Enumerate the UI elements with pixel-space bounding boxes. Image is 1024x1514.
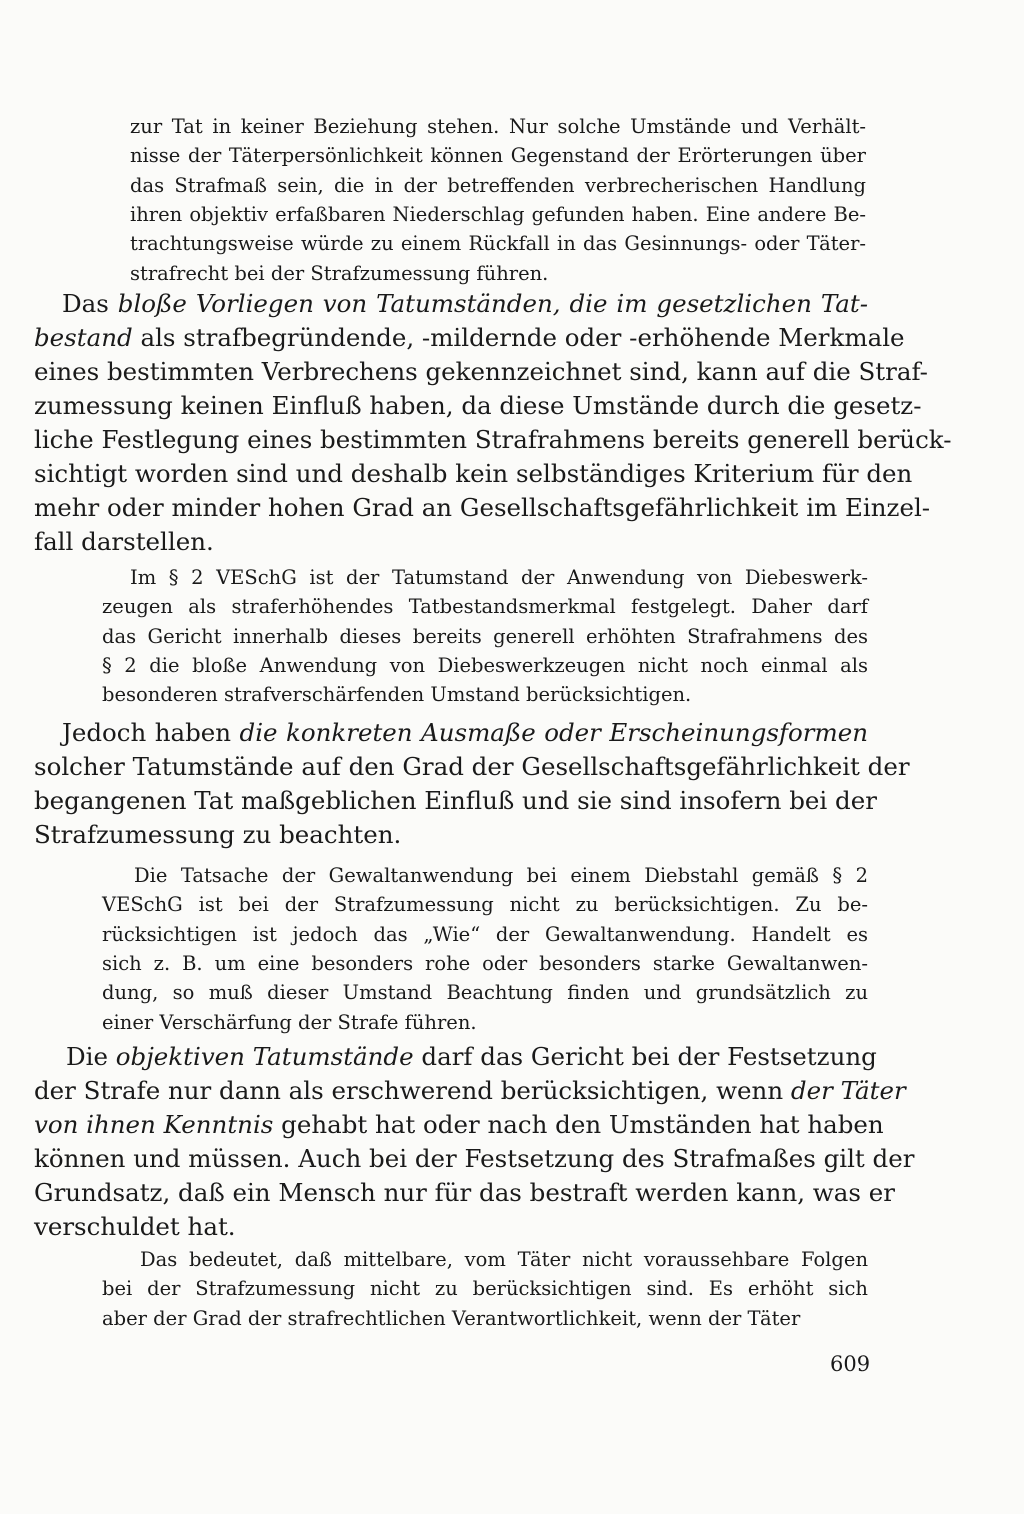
text-line xyxy=(34,357,928,386)
text-span: Das xyxy=(62,289,118,318)
text-span: fall darstellen. xyxy=(34,527,214,556)
text-line xyxy=(102,923,868,946)
text-span: trachtungsweise würde zu einem Rückfall in das Gesinnungs- oder Täter- xyxy=(130,232,866,256)
text-line xyxy=(102,654,868,677)
text-span: rücksichtigen ist jedoch das „Wie“ der Gewaltanwendung. Handelt es xyxy=(102,922,868,946)
text-span: Im § 2 VESchG ist der Tatumstand der Anwendung von Diebeswerk- xyxy=(130,566,868,589)
text-span: verschuldet hat. xyxy=(34,1212,236,1241)
text-span: mehr oder minder hohen Grad an Gesellschaftsgefährlichkeit im Einzel- xyxy=(34,493,931,522)
text-span: das Gericht innerhalb dieses bereits generell erhöhten Strafrahmens des xyxy=(102,624,868,648)
emphasis-text: bestand xyxy=(34,323,133,352)
text-span: Die xyxy=(66,1042,116,1071)
text-span: zeugen als straferhöhendes Tatbestandsmerkmal festgelegt. Daher darf xyxy=(102,595,868,619)
text-span: begangenen Tat maßgeblichen Einfluß und sie sind insofern bei der xyxy=(34,786,877,815)
text-span: ihren objektiv erfaßbaren Niederschlag gefunden haben. Eine andere Be- xyxy=(130,202,866,226)
text-line xyxy=(130,566,868,589)
text-line xyxy=(130,115,866,138)
text-span: Strafzumessung zu beachten. xyxy=(34,820,402,849)
text-span: sich z. B. um eine besonders rohe oder besonders starke Gewaltanwen- xyxy=(102,951,868,975)
text-line xyxy=(102,952,868,975)
text-span: strafrecht bei der Strafzumessung führen. xyxy=(130,261,549,285)
text-line xyxy=(66,1042,877,1071)
text-line xyxy=(34,391,922,420)
text-span: sichtigt worden sind und deshalb kein selbständiges Kriterium für den xyxy=(34,459,913,488)
emphasis-text: objektiven Tatumstände xyxy=(115,1042,414,1071)
text-span: Jedoch haben xyxy=(62,718,240,747)
text-span: das Strafmaß sein, die in der betreffenden verbrecherischen Handlung xyxy=(130,173,866,197)
text-line xyxy=(34,459,913,488)
text-line xyxy=(102,625,868,648)
text-span: zumessung keinen Einfluß haben, da diese Umstände durch die gesetz- xyxy=(34,391,922,420)
text-span: als strafbegründende, -mildernde oder -erhöhende Merkmale xyxy=(132,323,905,352)
text-span: gehabt hat oder nach den Umständen hat haben xyxy=(273,1110,884,1139)
text-line xyxy=(102,683,868,706)
text-line xyxy=(130,232,866,255)
text-span: nisse der Täterpersönlichkeit können Gegenstand der Erörterungen über xyxy=(130,144,866,168)
text-line xyxy=(130,174,866,197)
text-span: darf das Gericht bei der Festsetzung xyxy=(413,1042,877,1071)
text-line xyxy=(34,1212,868,1241)
emphasis-text: die konkreten Ausmaße oder Erscheinungsformen xyxy=(239,718,868,747)
text-span: einer Verschärfung der Strafe führen. xyxy=(102,1010,477,1034)
text-line xyxy=(102,1307,868,1330)
text-line xyxy=(34,323,905,352)
text-span: Grundsatz, daß ein Mensch nur für das bestraft werden kann, was er xyxy=(34,1178,895,1207)
text-line xyxy=(34,493,931,522)
text-span: Das bedeutet, daß mittelbare, vom Täter nicht voraussehbare Folgen xyxy=(140,1248,868,1271)
text-span: können und müssen. Auch bei der Festsetzung des Strafmaßes gilt der xyxy=(34,1144,915,1173)
text-line xyxy=(34,1076,906,1105)
text-line xyxy=(34,1110,884,1139)
text-line xyxy=(102,981,868,1004)
text-line xyxy=(134,864,868,887)
text-line xyxy=(62,718,868,747)
emphasis-text: der Täter xyxy=(790,1076,906,1105)
text-line xyxy=(102,893,868,916)
text-line xyxy=(34,425,952,454)
text-line xyxy=(130,262,866,285)
text-span: VESchG ist bei der Strafzumessung nicht zu berücksichtigen. Zu be- xyxy=(102,893,868,917)
text-span: zur Tat in keiner Beziehung stehen. Nur solche Umstände und Verhält- xyxy=(130,115,866,138)
text-line xyxy=(34,820,868,849)
text-line xyxy=(34,786,877,815)
text-span: besonderen strafverschärfenden Umstand berücksichtigen. xyxy=(102,683,692,707)
text-span: dung, so muß dieser Umstand Beachtung finden und grundsätzlich zu xyxy=(102,981,868,1005)
text-line xyxy=(102,595,868,618)
text-line xyxy=(62,289,868,318)
text-line xyxy=(34,752,910,781)
page-number: 609 xyxy=(830,1352,871,1376)
text-span: solcher Tatumstände auf den Grad der Gesellschaftsgefährlichkeit der xyxy=(34,752,910,781)
emphasis-text: von ihnen Kenntnis xyxy=(34,1110,274,1139)
text-span: liche Festlegung eines bestimmten Strafrahmens bereits generell berück- xyxy=(34,425,952,454)
text-line xyxy=(34,527,868,556)
text-span: der Strafe nur dann als erschwerend berücksichtigen, wenn xyxy=(34,1076,791,1105)
text-span: eines bestimmten Verbrechens gekennzeichnet sind, kann auf die Straf- xyxy=(34,357,928,386)
text-line xyxy=(102,1011,868,1034)
text-span: Die Tatsache der Gewaltanwendung bei einem Diebstahl gemäß § 2 xyxy=(134,864,868,887)
text-line xyxy=(102,1277,868,1300)
text-line xyxy=(130,203,866,226)
text-span: bei der Strafzumessung nicht zu berücksichtigen sind. Es erhöht sich xyxy=(102,1277,868,1301)
emphasis-text: bloße Vorliegen von Tatumständen, die im gesetzlichen Tat- xyxy=(117,289,868,318)
text-line xyxy=(34,1144,915,1173)
text-span: § 2 die bloße Anwendung von Diebeswerkzeugen nicht noch einmal als xyxy=(102,653,868,677)
text-line xyxy=(140,1248,868,1271)
text-line xyxy=(34,1178,895,1207)
text-span: aber der Grad der strafrechtlichen Verantwortlichkeit, wenn der Täter xyxy=(102,1306,801,1330)
text-line xyxy=(130,144,866,167)
